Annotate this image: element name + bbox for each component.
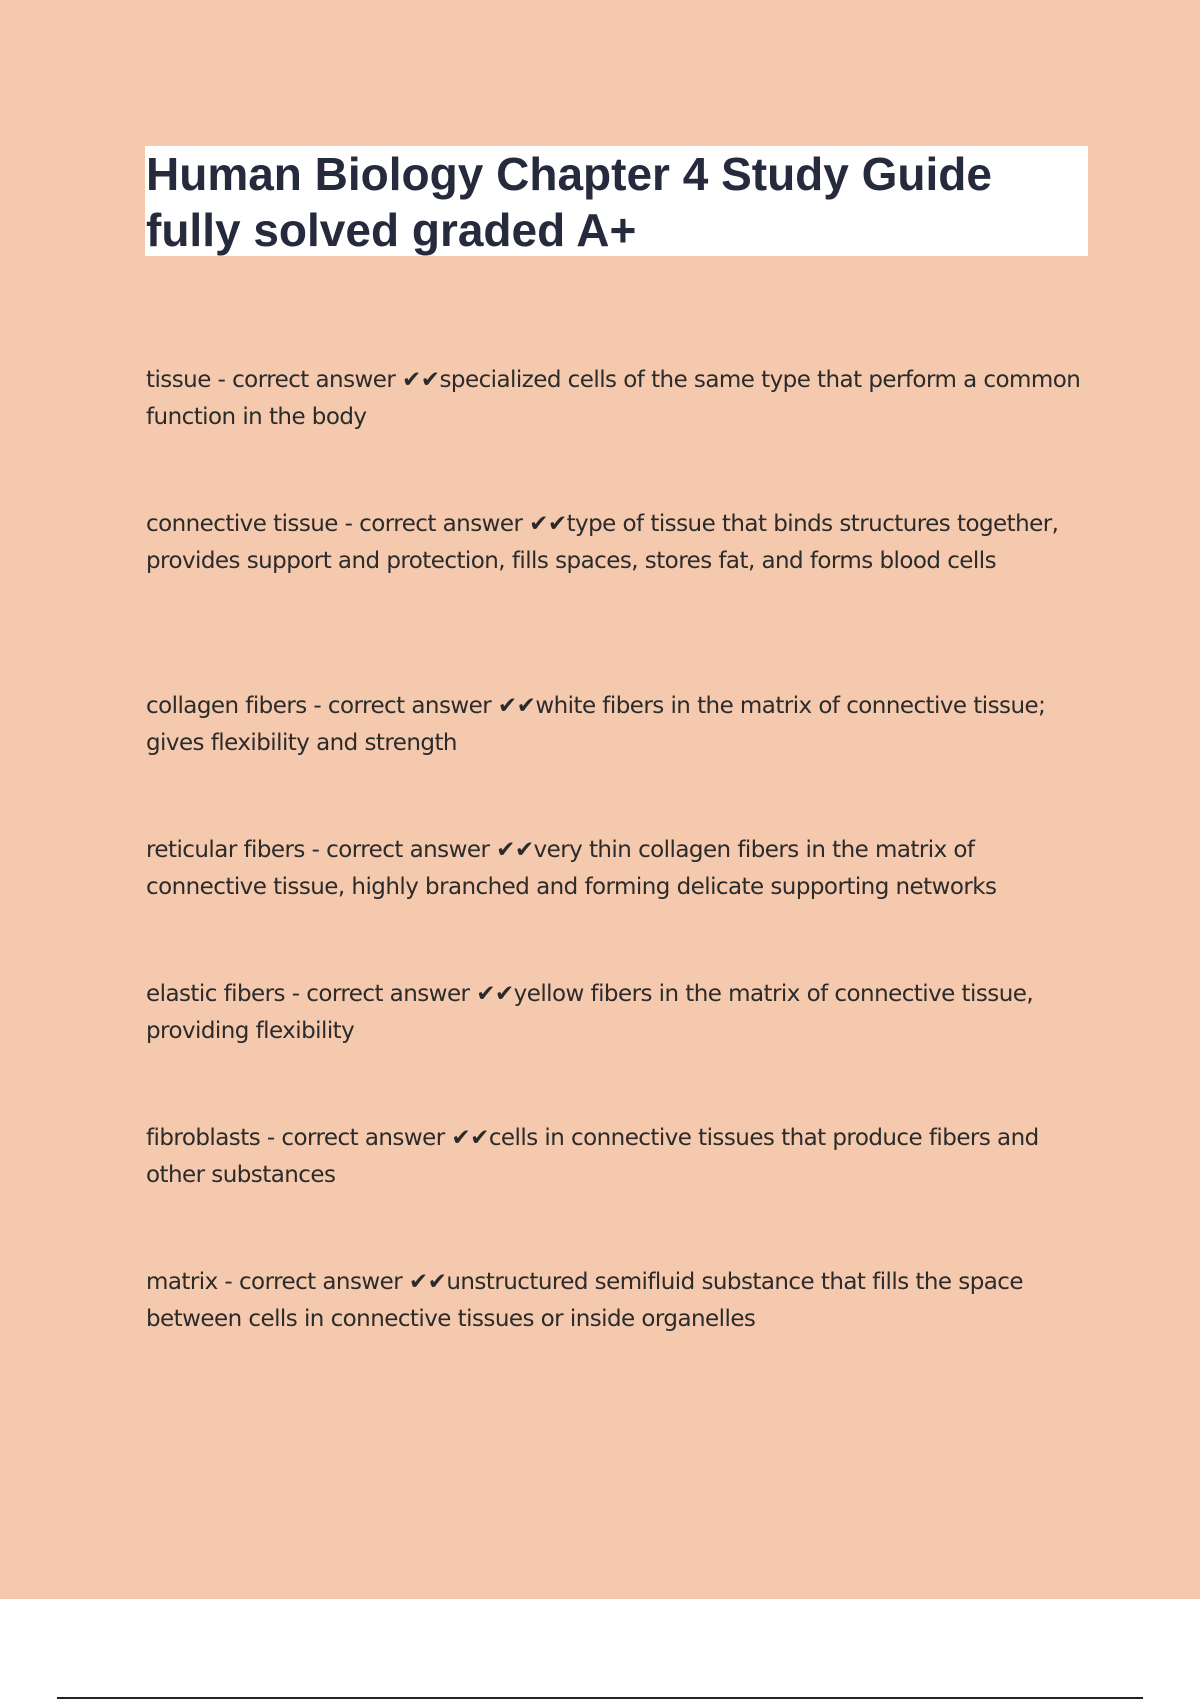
- footer-divider: [57, 1697, 1143, 1699]
- entry-matrix: matrix - correct answer ✔✔unstructured semifluid substance that fills the space between cells in connective tissues or inside organelles: [146, 1269, 1024, 1332]
- entry-tissue: tissue - correct answer ✔✔specialized cells of the same type that perform a common function in the body: [146, 367, 1081, 430]
- entry-elastic-fibers: elastic fibers - correct answer ✔✔yellow fibers in the matrix of connective tissue, providing flexibility: [146, 981, 1034, 1044]
- document-title: Human Biology Chapter 4 Study Guide fully solved graded A+: [146, 148, 992, 256]
- entry-reticular-fibers: reticular fibers - correct answer ✔✔very thin collagen fibers in the matrix of connective tissue, highly branched and forming delicate supporting networks: [146, 837, 997, 900]
- entry-connective-tissue: connective tissue - correct answer ✔✔type of tissue that binds structures together, provides support and protection, fills spaces, stores fat, and forms blood cells: [146, 511, 1059, 574]
- entry-collagen-fibers: collagen fibers - correct answer ✔✔white fibers in the matrix of connective tissue; gives flexibility and strength: [146, 693, 1046, 756]
- entry-fibroblasts: fibroblasts - correct answer ✔✔cells in connective tissues that produce fibers and other substances: [146, 1125, 1039, 1188]
